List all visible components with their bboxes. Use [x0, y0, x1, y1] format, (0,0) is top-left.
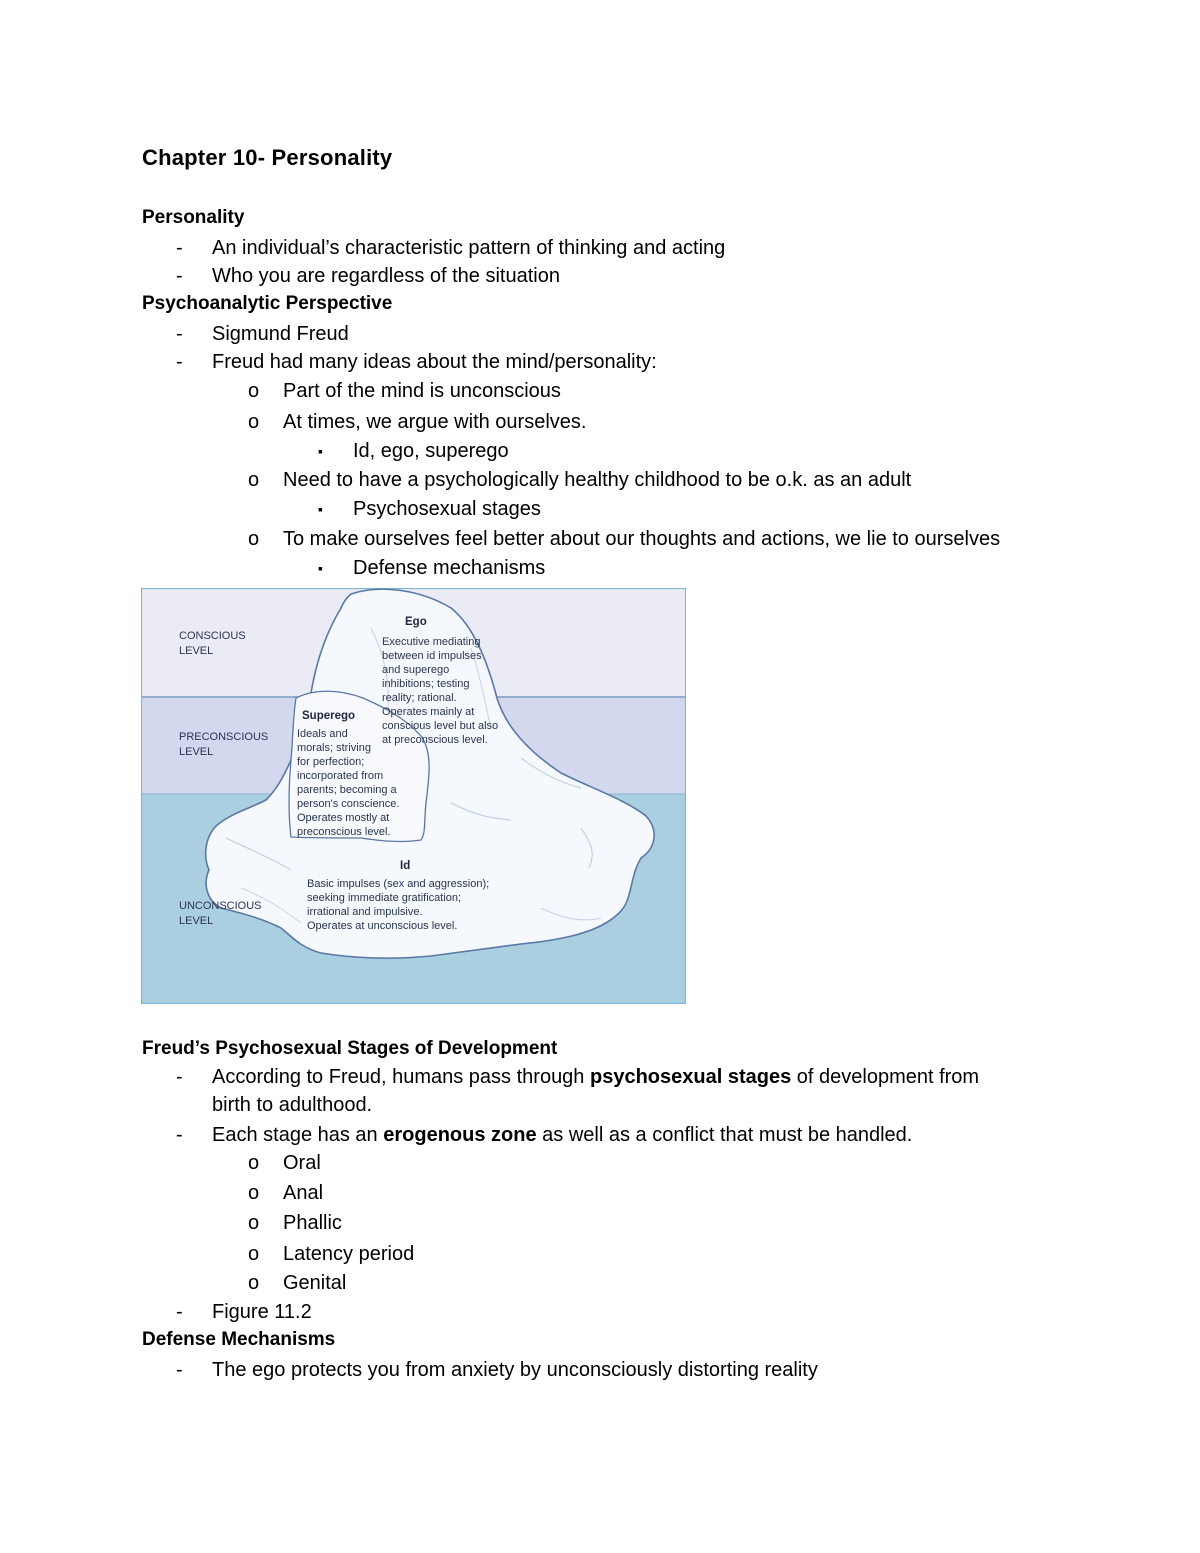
list-item: Who you are regardless of the situation [212, 265, 560, 287]
list-item: Part of the mind is unconscious [283, 380, 561, 402]
circle-bullet: o [248, 469, 260, 491]
list-item: Defense mechanisms [353, 557, 546, 579]
unconscious-level-label-1: UNCONSCIOUS [179, 900, 262, 912]
list-item: Freud had many ideas about the mind/personality: [212, 351, 657, 373]
section-heading-psychoanalytic: Psychoanalytic Perspective [142, 293, 393, 314]
square-bullet: ▪ [318, 501, 323, 517]
unconscious-level-label-2: LEVEL [179, 915, 214, 927]
list-item-continuation: birth to adulthood. [212, 1094, 373, 1116]
list-item: The ego protects you from anxiety by unconsciously distorting reality [212, 1359, 818, 1381]
svg-text:Operates mainly at: Operates mainly at [382, 706, 475, 718]
svg-text:irrational and impulsive.: irrational and impulsive. [307, 906, 423, 918]
svg-text:person's conscience.: person's conscience. [297, 798, 400, 810]
ego-title: Ego [405, 616, 427, 628]
circle-bullet: o [248, 1182, 260, 1204]
superego-title: Superego [302, 710, 356, 722]
dash-bullet: - [176, 1359, 183, 1381]
list-item: Sigmund Freud [212, 323, 349, 345]
stage-oral: Oral [283, 1152, 321, 1174]
conscious-level-label-2: LEVEL [179, 645, 214, 657]
circle-bullet: o [248, 1152, 260, 1174]
svg-text:Ideals and: Ideals and [297, 728, 348, 740]
stage-anal: Anal [283, 1182, 324, 1204]
circle-bullet: o [248, 380, 260, 402]
svg-text:Executive mediating: Executive mediating [382, 636, 481, 648]
circle-bullet: o [248, 411, 260, 433]
svg-text:reality; rational.: reality; rational. [382, 692, 457, 704]
dash-bullet: - [176, 351, 183, 373]
circle-bullet: o [248, 1272, 260, 1294]
dash-bullet: - [176, 1124, 183, 1146]
section-heading-defense: Defense Mechanisms [142, 1329, 336, 1350]
dash-bullet: - [176, 237, 183, 259]
svg-text:between id impulses: between id impulses [382, 650, 482, 662]
list-item: Id, ego, superego [353, 440, 509, 462]
svg-text:preconscious level.: preconscious level. [297, 826, 391, 838]
stage-phallic: Phallic [283, 1212, 342, 1234]
svg-text:conscious level but also: conscious level but also [382, 720, 499, 732]
svg-text:Operates mostly at: Operates mostly at [297, 812, 390, 824]
iceberg-figure [141, 588, 686, 1004]
figure-reference: Figure 11.2 [212, 1301, 312, 1323]
svg-text:and superego: and superego [382, 664, 450, 676]
list-item: Need to have a psychologically healthy childhood to be o.k. as an adult [283, 469, 912, 491]
svg-text:incorporated from: incorporated from [297, 770, 384, 782]
svg-text:Basic impulses (sex and aggres: Basic impulses (sex and aggression); [307, 878, 490, 890]
list-item: An individual’s characteristic pattern of thinking and acting [212, 237, 726, 259]
stage-latency: Latency period [283, 1243, 415, 1265]
svg-text:morals; striving: morals; striving [297, 742, 371, 754]
page-title: Chapter 10- Personality [142, 145, 393, 170]
dash-bullet: - [176, 1066, 183, 1088]
list-item: To make ourselves feel better about our thoughts and actions, we lie to ourselves [283, 528, 1001, 550]
dash-bullet: - [176, 323, 183, 345]
list-item: Psychosexual stages [353, 498, 541, 520]
preconscious-level-label-1: PRECONSCIOUS [179, 731, 269, 743]
conscious-level-label-1: CONSCIOUS [179, 630, 246, 642]
stage-genital: Genital [283, 1272, 347, 1294]
svg-text:seeking immediate gratificatio: seeking immediate gratification; [307, 892, 462, 904]
svg-text:at preconscious level.: at preconscious level. [382, 734, 488, 746]
circle-bullet: o [248, 1212, 260, 1234]
svg-text:inhibitions; testing: inhibitions; testing [382, 678, 470, 690]
list-item: According to Freud, humans pass through psychosexual stages of development from [212, 1066, 980, 1088]
preconscious-level-label-2: LEVEL [179, 746, 214, 758]
section-heading-stages: Freud’s Psychosexual Stages of Development [142, 1038, 558, 1059]
svg-text:Operates at unconscious level.: Operates at unconscious level. [307, 920, 458, 932]
svg-text:for perfection;: for perfection; [297, 756, 365, 768]
circle-bullet: o [248, 528, 260, 550]
list-item: At times, we argue with ourselves. [283, 411, 587, 433]
svg-text:parents; becoming a: parents; becoming a [297, 784, 397, 796]
id-title: Id [400, 860, 411, 872]
dash-bullet: - [176, 1301, 183, 1323]
list-item: Each stage has an erogenous zone as well as a conflict that must be handled. [212, 1124, 913, 1146]
dash-bullet: - [176, 265, 183, 287]
circle-bullet: o [248, 1243, 260, 1265]
section-heading-personality: Personality [142, 207, 245, 228]
square-bullet: ▪ [318, 443, 323, 459]
square-bullet: ▪ [318, 560, 323, 576]
